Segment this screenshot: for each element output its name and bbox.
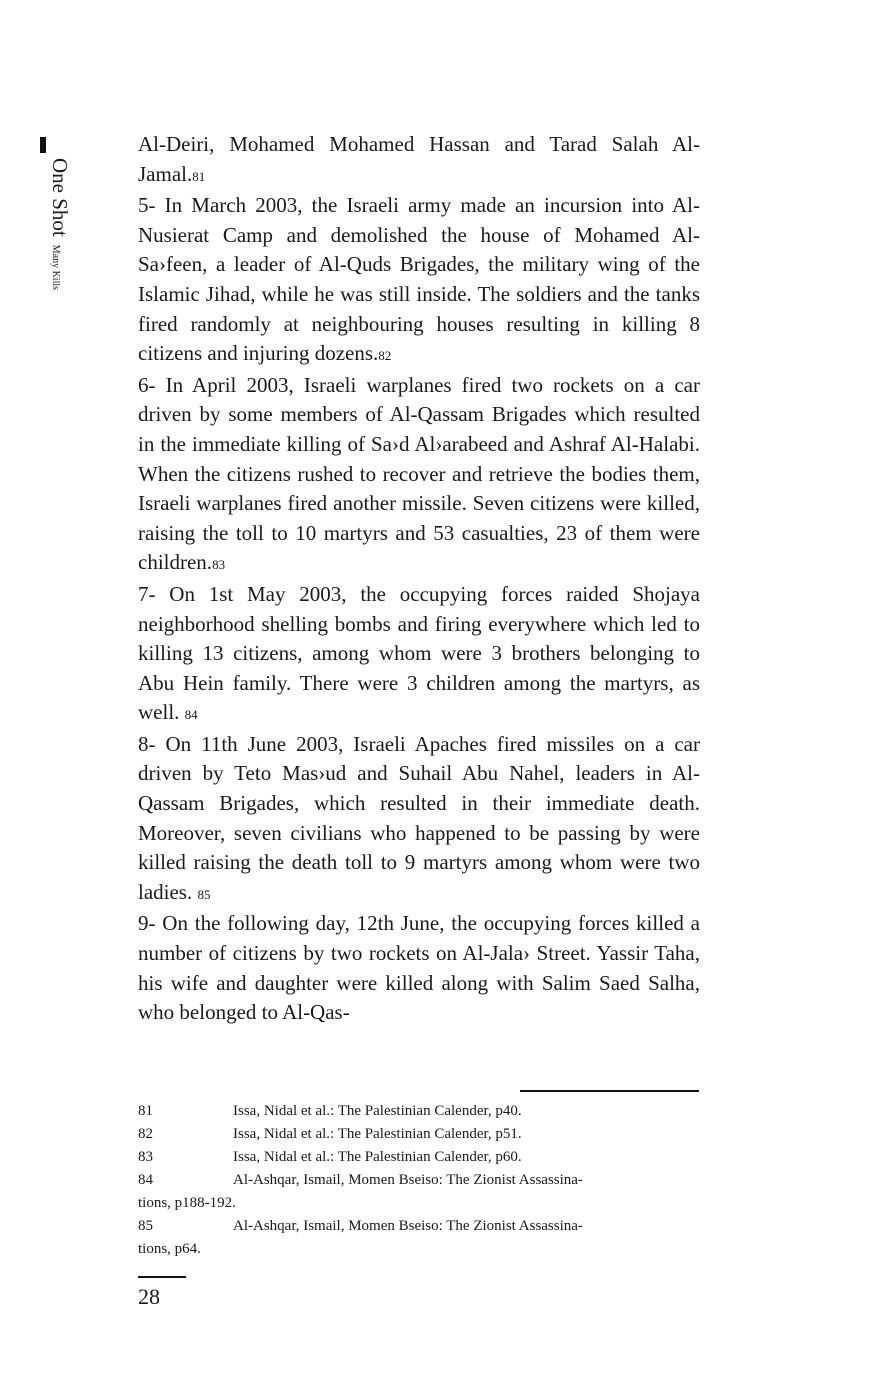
paragraph [138, 191, 700, 371]
footnote-continuation: tions, p188-192. [138, 1195, 236, 1211]
paragraph [138, 909, 700, 1027]
footnote-text: Issa, Nidal et al.: The Palestinian Calender, p51. [233, 1126, 522, 1142]
paragraph [138, 371, 700, 580]
paragraph [138, 580, 700, 730]
paragraph-text: 5- In March 2003, the Israeli army made an incursion into Al-Nusierat Camp and demolished the house of Mohamed Al-Sa›feen, a leader of Al-Quds Brigades, the military wing of the Islamic Jihad, while he was still inside. The soldiers and the tanks fired randomly at neighbouring houses resulting in killing 8 citizens and injuring dozens. [138, 193, 700, 366]
footnote-text: Al-Ashqar, Ismail, Momen Bseiso: The Zionist Assassina- [233, 1172, 583, 1188]
footnote [138, 1146, 700, 1169]
page-number-rule [138, 1276, 186, 1278]
footnote [138, 1169, 700, 1192]
paragraph-text: 8- On 11th June 2003, Israeli Apaches fired missiles on a car driven by Teto Mas›ud and Suhail Abu Nahel, leaders in Al-Qassam Brigades, which resulted in their immediate death. Moreover, seven civilians who happened to be passing by were killed raising the death toll to 9 martyrs among whom were two ladies. [138, 731, 700, 904]
footnote-ref: 81 [192, 168, 206, 184]
footnote [138, 1215, 700, 1238]
paragraph [138, 130, 700, 191]
running-head-subtitle: Many Kills [50, 244, 61, 291]
footnote-number: 84 [138, 1172, 153, 1188]
body-text [138, 130, 700, 1028]
footnote-ref: 85 [197, 886, 211, 902]
footnote-text: Issa, Nidal et al.: The Palestinian Calender, p60. [233, 1149, 522, 1165]
footnote [138, 1100, 700, 1123]
footnote-text: Issa, Nidal et al.: The Palestinian Calender, p40. [233, 1103, 522, 1119]
running-head-title: One Shot [48, 158, 72, 237]
running-head [49, 158, 70, 418]
paragraph [138, 730, 700, 910]
footnote-ref: 83 [212, 557, 226, 573]
running-head-bar [40, 137, 46, 153]
footnotes [138, 1100, 700, 1261]
footnote-ref: 82 [378, 348, 392, 364]
page-number: 28 [138, 1284, 160, 1309]
footnote-number: 82 [138, 1126, 153, 1142]
paragraph-text: 6- In April 2003, Israeli warplanes fired two rockets on a car driven by some members of Al-Qassam Brigades which resulted in the immediate killing of Sa›d Al›arabeed and Ashraf Al-Halabi. When the citizens rushed to recover and retrieve the bodies them, Israeli warplanes fired another missile. Seven citizens were killed, raising the toll to 10 martyrs and 53 casualties, 23 of them were children. [138, 372, 700, 575]
footnote [138, 1123, 700, 1146]
footnote-ref: 84 [184, 707, 198, 723]
footnote-number: 83 [138, 1149, 153, 1165]
footnote-text: Al-Ashqar, Ismail, Momen Bseiso: The Zionist Assassina- [233, 1218, 583, 1234]
paragraph-text: 7- On 1st May 2003, the occupying forces raided Shojaya neighborhood shelling bombs and firing everywhere which led to killing 13 citizens, among whom were 3 brothers belonging to Abu Hein family. There were 3 children among the martyrs, as well. [138, 581, 700, 725]
footnote-continuation: tions, p64. [138, 1241, 201, 1257]
footnote-number: 85 [138, 1218, 153, 1234]
footnote-rule [520, 1090, 699, 1092]
paragraph-text: 9- On the following day, 12th June, the occupying forces killed a number of citizens by two rockets on Al-Jala› Street. Yassir Taha, his wife and daughter were killed along with Salim Saed Salha, who belonged to Al-Qas- [138, 911, 700, 1025]
paragraph-text: Al-Deiri, Mohamed Mohamed Hassan and Tarad Salah Al-Jamal. [138, 132, 700, 186]
footnote-number: 81 [138, 1103, 153, 1119]
